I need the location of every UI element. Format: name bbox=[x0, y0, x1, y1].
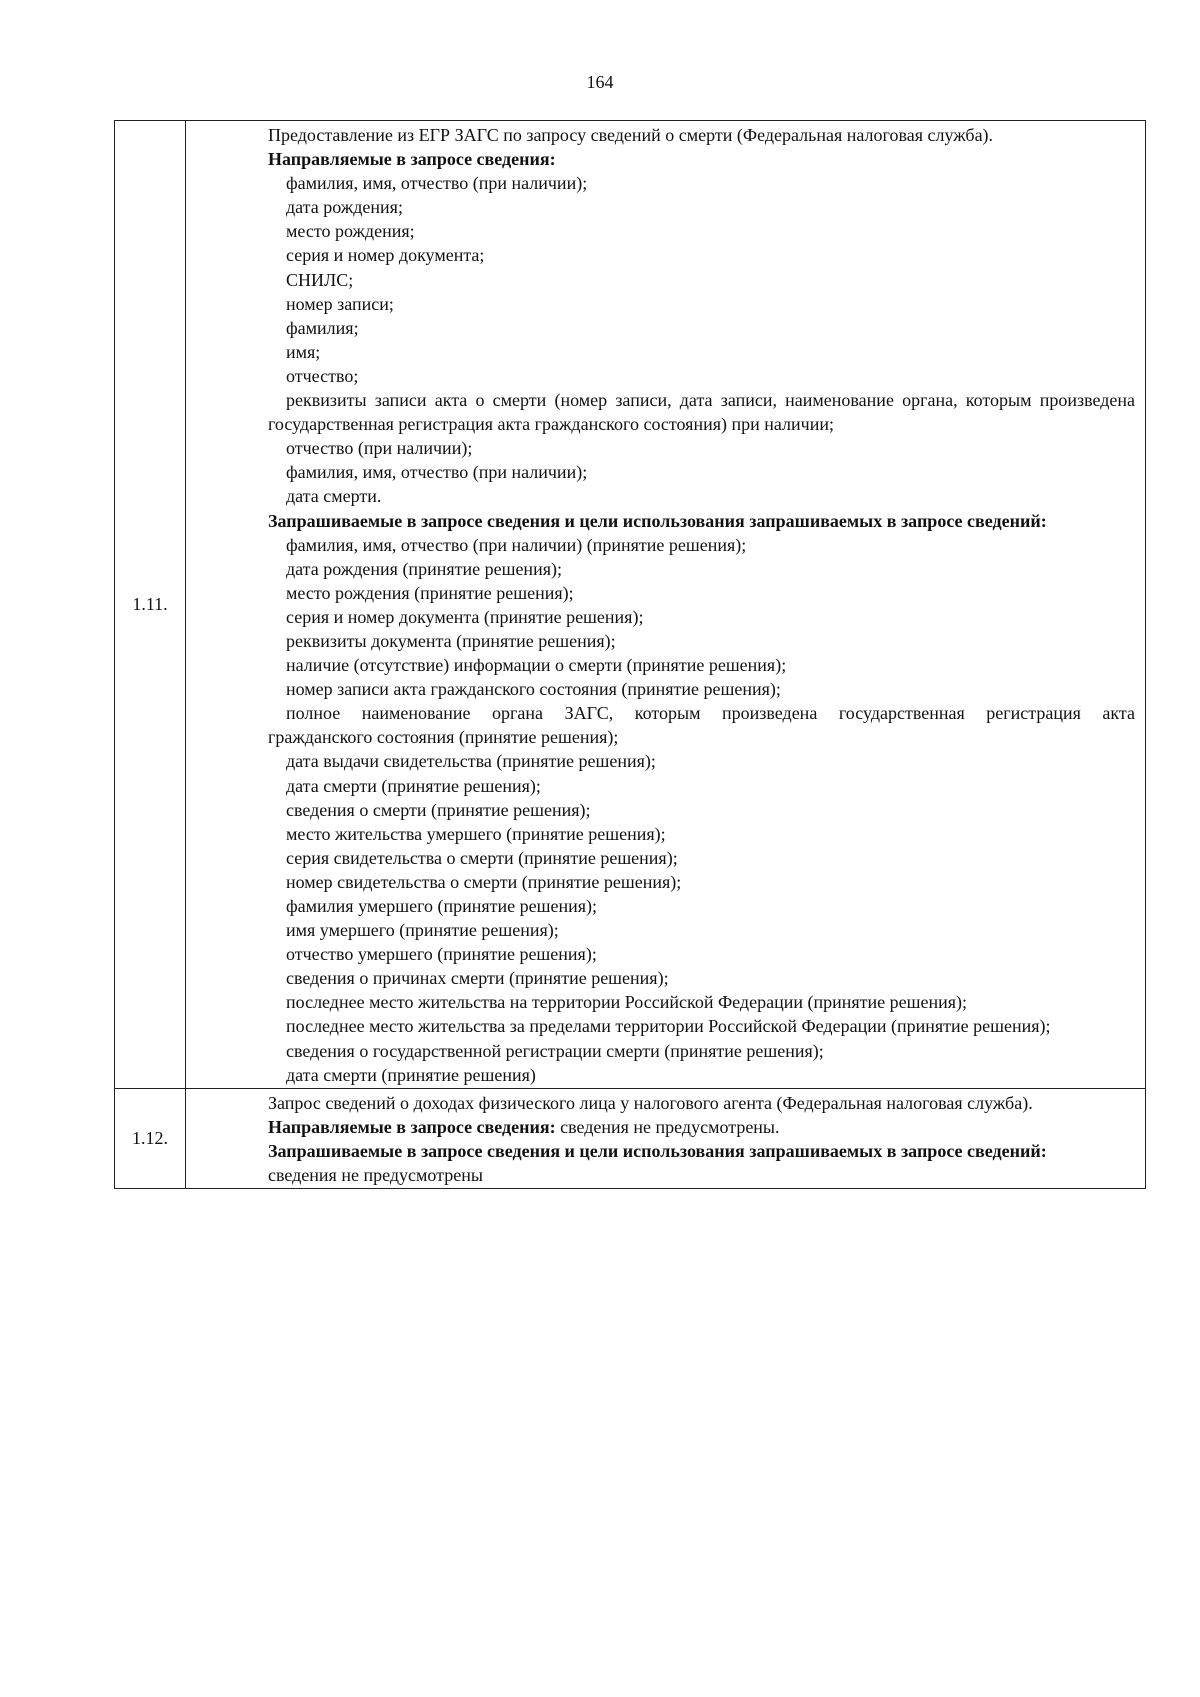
section-heading: Запрашиваемые в запросе сведения и цели использования запрашиваемых в запросе сведений: bbox=[268, 510, 1047, 531]
text-line: серия и номер документа (принятие решения); bbox=[286, 606, 644, 627]
requested-info-value: сведения не предусмотрены bbox=[268, 1165, 483, 1186]
text-line: дата выдачи свидетельства (принятие решения); bbox=[286, 751, 656, 772]
text-line: серия и номер документа; bbox=[286, 245, 485, 266]
text-line: отчество; bbox=[286, 365, 359, 386]
text-line: номер записи акта гражданского состояния (принятие решения); bbox=[286, 679, 781, 700]
text-line: фамилия; bbox=[286, 317, 359, 338]
text-line: серия свидетельства о смерти (принятие решения); bbox=[286, 847, 678, 868]
text-line: фамилия, имя, отчество (при наличии); bbox=[286, 462, 588, 483]
sent-info-value: сведения не предусмотрены. bbox=[555, 1116, 780, 1137]
text-line: место рождения (принятие решения); bbox=[286, 582, 574, 603]
page-number: 164 bbox=[586, 72, 614, 92]
sent-info-line bbox=[268, 1115, 1135, 1139]
row-number-cell: 1.12. bbox=[115, 1088, 186, 1188]
text-line: имя умершего (принятие решения); bbox=[286, 920, 559, 941]
text-line: последнее место жительства за пределами территории Российской Федерации (принятие решения); bbox=[286, 1016, 1051, 1037]
text-line: номер записи; bbox=[286, 293, 394, 314]
text-line: место жительства умершего (принятие решения); bbox=[286, 823, 666, 844]
text-line: фамилия, имя, отчество (при наличии); bbox=[286, 173, 588, 194]
text-line: номер свидетельства о смерти (принятие решения); bbox=[286, 871, 682, 892]
text-line: наличие (отсутствие) информации о смерти (принятие решения); bbox=[286, 655, 787, 676]
text-line: дата рождения (принятие решения); bbox=[286, 558, 562, 579]
text-line: Предоставление из ЕГР ЗАГС по запросу сведений о смерти (Федеральная налоговая служба). bbox=[268, 125, 994, 145]
text-line: государственная регистрация акта гражданского состояния) при наличии; bbox=[268, 414, 834, 435]
text-line: реквизиты документа (принятие решения); bbox=[286, 630, 616, 651]
text-line: сведения о государственной регистрации смерти (принятие решения); bbox=[286, 1040, 824, 1061]
row-content-cell bbox=[186, 1088, 1146, 1188]
section-heading: Направляемые в запросе сведения: bbox=[268, 149, 556, 170]
text-line: имя; bbox=[286, 341, 321, 362]
table-row bbox=[115, 1088, 1146, 1188]
text-line: последнее место жительства на территории Российской Федерации (принятие решения); bbox=[286, 992, 968, 1013]
text-line: дата смерти (принятие решения); bbox=[286, 775, 541, 796]
table-row bbox=[115, 121, 1146, 1089]
text-line: гражданского состояния (принятие решения); bbox=[268, 727, 619, 748]
text-line: реквизиты записи акта о смерти (номер записи, дата записи, наименование органа, которым произведена bbox=[286, 390, 1135, 411]
document-table bbox=[114, 120, 1146, 1189]
text-line: место рождения; bbox=[286, 221, 415, 242]
text-line: сведения о причинах смерти (принятие решения); bbox=[286, 968, 669, 989]
text-line: отчество умершего (принятие решения); bbox=[286, 944, 597, 965]
text-line: дата смерти. bbox=[286, 486, 382, 507]
row-content-cell bbox=[186, 121, 1146, 1089]
text-line: сведения о смерти (принятие решения); bbox=[286, 799, 591, 820]
row-number-cell: 1.11. bbox=[115, 121, 186, 1089]
text-line: СНИЛС; bbox=[286, 269, 354, 290]
text-line: полное наименование органа ЗАГС, которым произведена государственная регистрация акта bbox=[286, 703, 1135, 724]
sent-info-label: Направляемые в запросе сведения: bbox=[268, 1116, 556, 1137]
text-line: дата рождения; bbox=[286, 197, 403, 218]
text-line: фамилия умершего (принятие решения); bbox=[286, 896, 598, 916]
requested-info-label: Запрашиваемые в запросе сведения и цели использования запрашиваемых в запросе сведений: bbox=[268, 1140, 1047, 1161]
text-line: дата смерти (принятие решения) bbox=[286, 1064, 536, 1085]
request-title: Запрос сведений о доходах физического лица у налогового агента (Федеральная налоговая служба). bbox=[268, 1092, 1033, 1113]
text-line: отчество (при наличии); bbox=[286, 438, 473, 459]
text-line: фамилия, имя, отчество (при наличии) (принятие решения); bbox=[286, 534, 747, 555]
